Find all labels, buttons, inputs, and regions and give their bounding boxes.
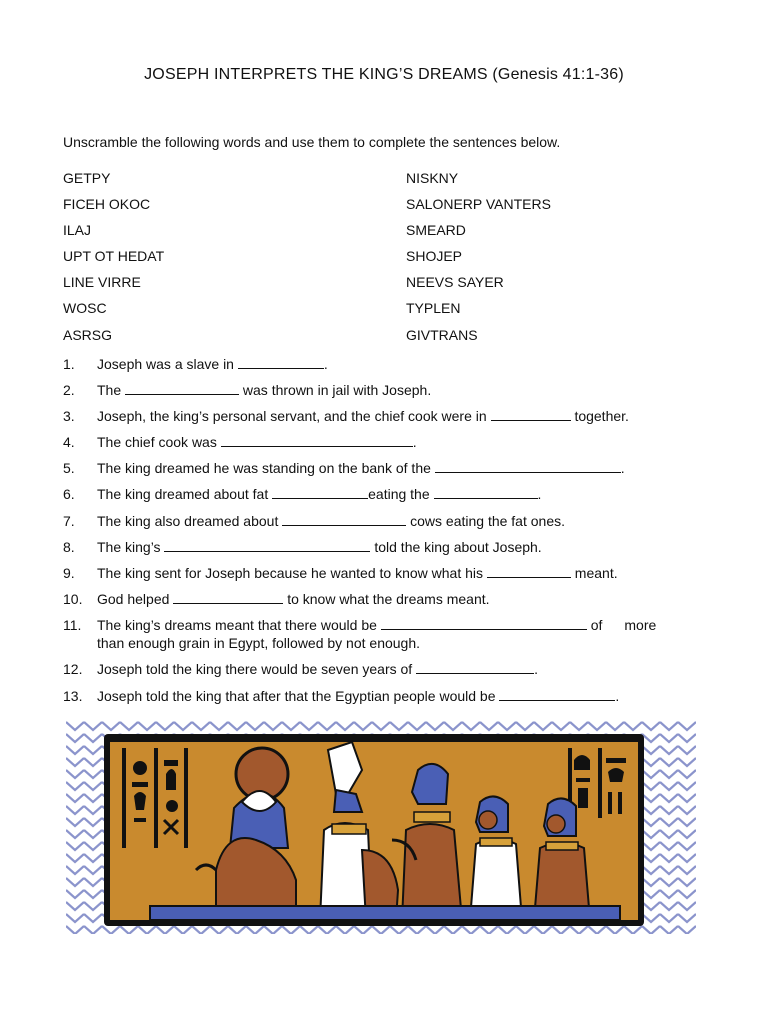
egyptian-illustration [66,720,696,934]
question-text: Joseph told the king that after that the Egyptian people would be [97,688,496,704]
question-text: was thrown in jail with Joseph. [242,382,432,398]
question-number: 10. [63,591,83,607]
question-number: 4. [63,434,75,450]
question-text: eating the [368,486,430,502]
scrambled-word: GETPY [63,170,111,186]
scrambled-word: WOSC [63,300,107,316]
scrambled-word: SHOJEP [406,248,463,264]
answer-blank[interactable] [435,460,621,473]
question-text: The king’s dreams meant that there would be [97,617,377,633]
scrambled-word: LINE VIRRE [63,274,141,290]
question-text: Joseph, the king’s personal servant, and the chief cook were in [97,408,487,424]
question-text: . [323,356,328,372]
answer-blank[interactable] [164,539,370,552]
question-text: . [412,434,417,450]
answer-blank[interactable] [381,617,587,630]
question-text: Joseph told the king there would be seven years of [97,661,413,677]
question-text: than enough grain in Egypt, followed by not enough. [97,635,421,651]
scrambled-word: GIVTRANS [406,327,478,343]
question-text: meant. [574,565,618,581]
question-text: The king sent for Joseph because he wanted to know what his [97,565,484,581]
question-text: . [620,460,625,476]
instructions: Unscramble the following words and use them to complete the sentences below. [63,134,561,150]
scrambled-word: ILAJ [63,222,92,238]
egyptian-scene-image [66,720,696,934]
question-number: 2. [63,382,75,398]
question-text: The king dreamed about fat [97,486,269,502]
question-number: 7. [63,513,75,529]
answer-blank[interactable] [221,434,413,447]
answer-blank[interactable] [491,408,571,421]
scrambled-word: UPT OT HEDAT [63,248,165,264]
question-text: more [624,617,657,633]
scrambled-word: SMEARD [406,222,466,238]
question-text: . [537,486,542,502]
answer-blank[interactable] [173,591,283,604]
scrambled-word: NEEVS SAYER [406,274,504,290]
question-text: God helped [97,591,170,607]
scrambled-word: NISKNY [406,170,459,186]
answer-blank[interactable] [125,382,239,395]
answer-blank[interactable] [416,661,534,674]
question-number: 6. [63,486,75,502]
question-number: 9. [63,565,75,581]
question-text: The [97,382,122,398]
answer-blank[interactable] [434,486,538,499]
question-number: 3. [63,408,75,424]
question-text: The chief cook was [97,434,217,450]
question-text: The king dreamed he was standing on the bank of the [97,460,431,476]
answer-blank[interactable] [499,688,615,701]
answer-blank[interactable] [487,565,571,578]
question-text: of [590,617,603,633]
question-text: . [615,688,620,704]
scrambled-word: FICEH OKOC [63,196,151,212]
question-number: 5. [63,460,75,476]
question-text: The king’s [97,539,161,555]
answer-blank[interactable] [238,356,324,369]
question-number: 1. [63,356,75,372]
question-number: 13. [63,688,83,704]
question-number: 8. [63,539,75,555]
question-text: . [534,661,538,677]
question-text: together. [574,408,629,424]
question-text: told the king about Joseph. [374,539,542,555]
question-number: 12. [63,661,83,677]
scrambled-word: TYPLEN [406,300,461,316]
answer-blank[interactable] [282,513,406,526]
answer-blank[interactable] [272,486,368,499]
scrambled-word: ASRSG [63,327,113,343]
blue-platform [150,906,620,920]
page-title: JOSEPH INTERPRETS THE KING’S DREAMS (Genesis 41:1-36) [144,66,624,83]
scrambled-word: SALONERP VANTERS [406,196,551,212]
question-number: 11. [63,617,82,633]
question-text: Joseph was a slave in [97,356,234,372]
question-text: The king also dreamed about [97,513,279,529]
question-text: to know what the dreams meant. [287,591,490,607]
question-text: cows eating the fat ones. [410,513,565,529]
question-11 [63,616,683,652]
